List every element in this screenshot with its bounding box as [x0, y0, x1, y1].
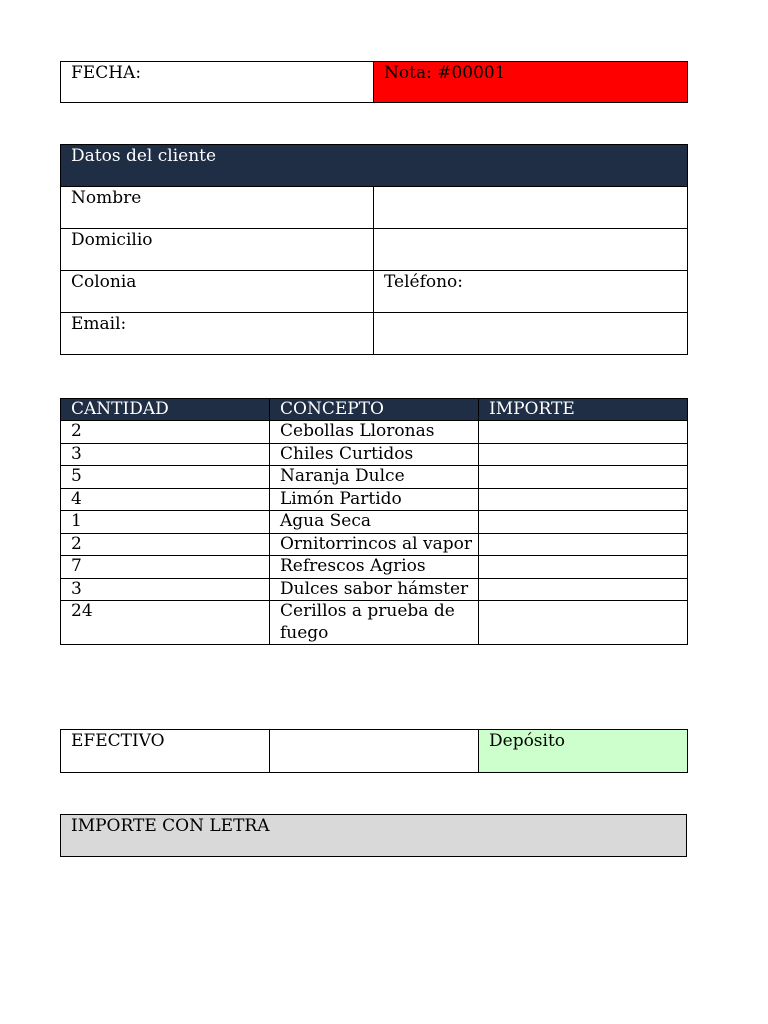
importe-cell[interactable] [479, 578, 688, 601]
client-title-cell [61, 145, 688, 187]
cantidad-cell: 7 [61, 556, 270, 579]
importe-cell[interactable] [479, 443, 688, 466]
efectivo-cell [61, 730, 270, 773]
nombre-label-cell [61, 187, 374, 229]
amount-words-table [60, 814, 687, 857]
client-title-row [61, 145, 688, 187]
client-table [60, 144, 688, 355]
colonia-row [61, 271, 688, 313]
domicilio-label-cell [61, 229, 374, 271]
email-row [61, 313, 688, 355]
cantidad-cell: 4 [61, 488, 270, 511]
cantidad-cell: 1 [61, 511, 270, 534]
table-row [61, 443, 688, 466]
nombre-row [61, 187, 688, 229]
efectivo-value-cell[interactable] [270, 730, 479, 773]
importe-cell[interactable] [479, 488, 688, 511]
colonia-label-cell [61, 271, 374, 313]
cantidad-cell: 24 [61, 601, 270, 645]
items-header-row [61, 399, 688, 421]
concepto-cell: Agua Seca [270, 511, 479, 534]
concepto-cell: Naranja Dulce [270, 466, 479, 489]
nombre-value-cell[interactable] [374, 187, 688, 229]
concepto-cell: Limón Partido [270, 488, 479, 511]
telefono-label: Teléfono: [384, 272, 464, 292]
email-label: Email: [71, 314, 127, 334]
concepto-cell: Ornitorrincos al vapor [270, 533, 479, 556]
table-row [61, 466, 688, 489]
cantidad-cell: 3 [61, 578, 270, 601]
cantidad-cell: 3 [61, 443, 270, 466]
amount-words-row [61, 815, 687, 857]
table-row [61, 511, 688, 534]
client-title: Datos del cliente [71, 146, 217, 166]
cantidad-cell: 5 [61, 466, 270, 489]
email-label-cell [61, 313, 374, 355]
table-row [61, 578, 688, 601]
importe-cell[interactable] [479, 601, 688, 645]
email-value-cell[interactable] [374, 313, 688, 355]
table-row [61, 421, 688, 444]
domicilio-value-cell[interactable] [374, 229, 688, 271]
fecha-cell[interactable] [61, 62, 374, 103]
concepto-cell: Dulces sabor hámster [270, 578, 479, 601]
domicilio-row [61, 229, 688, 271]
telefono-cell[interactable] [374, 271, 688, 313]
header-table [60, 61, 688, 103]
nota-cell [374, 62, 688, 103]
importe-cell[interactable] [479, 421, 688, 444]
table-row [61, 488, 688, 511]
column-header-importe: IMPORTE [479, 399, 688, 421]
concepto-cell: Cebollas Lloronas [270, 421, 479, 444]
concepto-cell: Refrescos Agrios [270, 556, 479, 579]
domicilio-label: Domicilio [71, 230, 153, 250]
deposito-label: Depósito [489, 731, 566, 751]
efectivo-label: EFECTIVO [71, 731, 165, 751]
deposito-cell [479, 730, 688, 773]
payment-table [60, 729, 688, 773]
amount-words-label: IMPORTE CON LETRA [71, 816, 270, 836]
concepto-cell: Cerillos a prueba de fuego [270, 601, 479, 645]
concepto-cell: Chiles Curtidos [270, 443, 479, 466]
header-row [61, 62, 688, 103]
nombre-label: Nombre [71, 188, 142, 208]
fecha-label: FECHA: [71, 63, 142, 83]
colonia-label: Colonia [71, 272, 137, 292]
column-header-cantidad: CANTIDAD [61, 399, 270, 421]
payment-row [61, 730, 688, 773]
importe-cell[interactable] [479, 533, 688, 556]
column-header-concepto: CONCEPTO [270, 399, 479, 421]
table-row [61, 601, 688, 645]
table-row [61, 533, 688, 556]
importe-cell[interactable] [479, 556, 688, 579]
items-table [60, 398, 688, 645]
nota-label: Nota: #00001 [384, 63, 506, 83]
cantidad-cell: 2 [61, 421, 270, 444]
importe-cell[interactable] [479, 466, 688, 489]
cantidad-cell: 2 [61, 533, 270, 556]
importe-cell[interactable] [479, 511, 688, 534]
table-row [61, 556, 688, 579]
amount-words-cell[interactable] [61, 815, 687, 857]
